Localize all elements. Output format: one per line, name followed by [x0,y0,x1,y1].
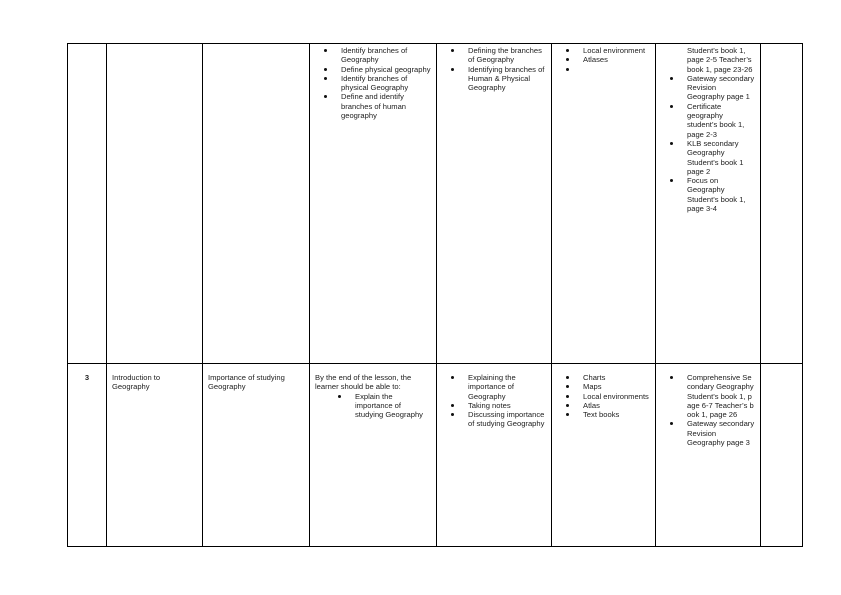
resources-cell [552,44,656,364]
remarks-cell [761,44,803,364]
list-item: Discussing importance of studying Geography [468,410,545,429]
list-item: Explaining the importance of Geography [468,373,546,401]
list-item: Charts [583,373,650,382]
resources-cell [552,364,656,547]
list-item [583,65,650,74]
list-item: KLB secondary Geography Student’s book 1 page 2 [687,139,755,176]
list-item: Taking notes [468,401,546,410]
subtopic-cell: Importance of studying Geography [203,364,310,547]
activities-cell [437,364,552,547]
references-cell [656,364,761,547]
list-item: Local environment [583,46,650,55]
list-item: Focus on Geography Student’s book 1, page 3-4 [687,176,755,213]
objectives-cell [310,44,437,364]
list-item: Text books [583,410,650,419]
topic-cell: Introduction to Geography [107,364,203,547]
list-item: Maps [583,382,650,391]
list-item: Define and identify branches of human geography [341,92,431,120]
list-item: Certificate geography student’s book 1, page 2-3 [687,102,755,139]
list-item: Comprehensive Secondary Geography Student’s book 1, page 6-7 Teacher’s book 1, page 26 [687,373,754,420]
subtopic-cell [203,44,310,364]
list-item: Gateway secondary Revision Geography page 3 [687,419,755,448]
list-item: Identifying branches of Human & Physical Geography [468,64,545,93]
list-item: Atlases [583,55,650,64]
objectives-cell [310,364,437,547]
activities-cell [437,44,552,364]
list-item: Defining the branches of Geography [468,46,546,65]
list-item: Atlas [583,401,650,410]
scheme-of-work-table [67,43,803,547]
week-cell: 3 [68,364,107,547]
list-item: Gateway secondary Revision Geography page 1 [687,73,755,102]
list-item: Explain the importance of studying Geography [355,392,431,420]
table-row [68,44,803,364]
table-row [68,364,803,547]
references-cell [656,44,761,364]
remarks-cell [761,364,803,547]
list-item: Identify branches of physical Geography [341,74,431,93]
list-item: Local environments [583,391,649,401]
reference-text: Student’s book 1, page 2-5 Teacher’s book 1, page 23-26 [687,46,753,74]
list-item: Identify branches of Geography [341,46,431,65]
objectives-intro: By the end of the lesson, the learner should be able to: [315,373,412,392]
topic-cell [107,44,203,364]
week-cell [68,44,107,364]
list-item: Define physical geography [341,64,431,74]
